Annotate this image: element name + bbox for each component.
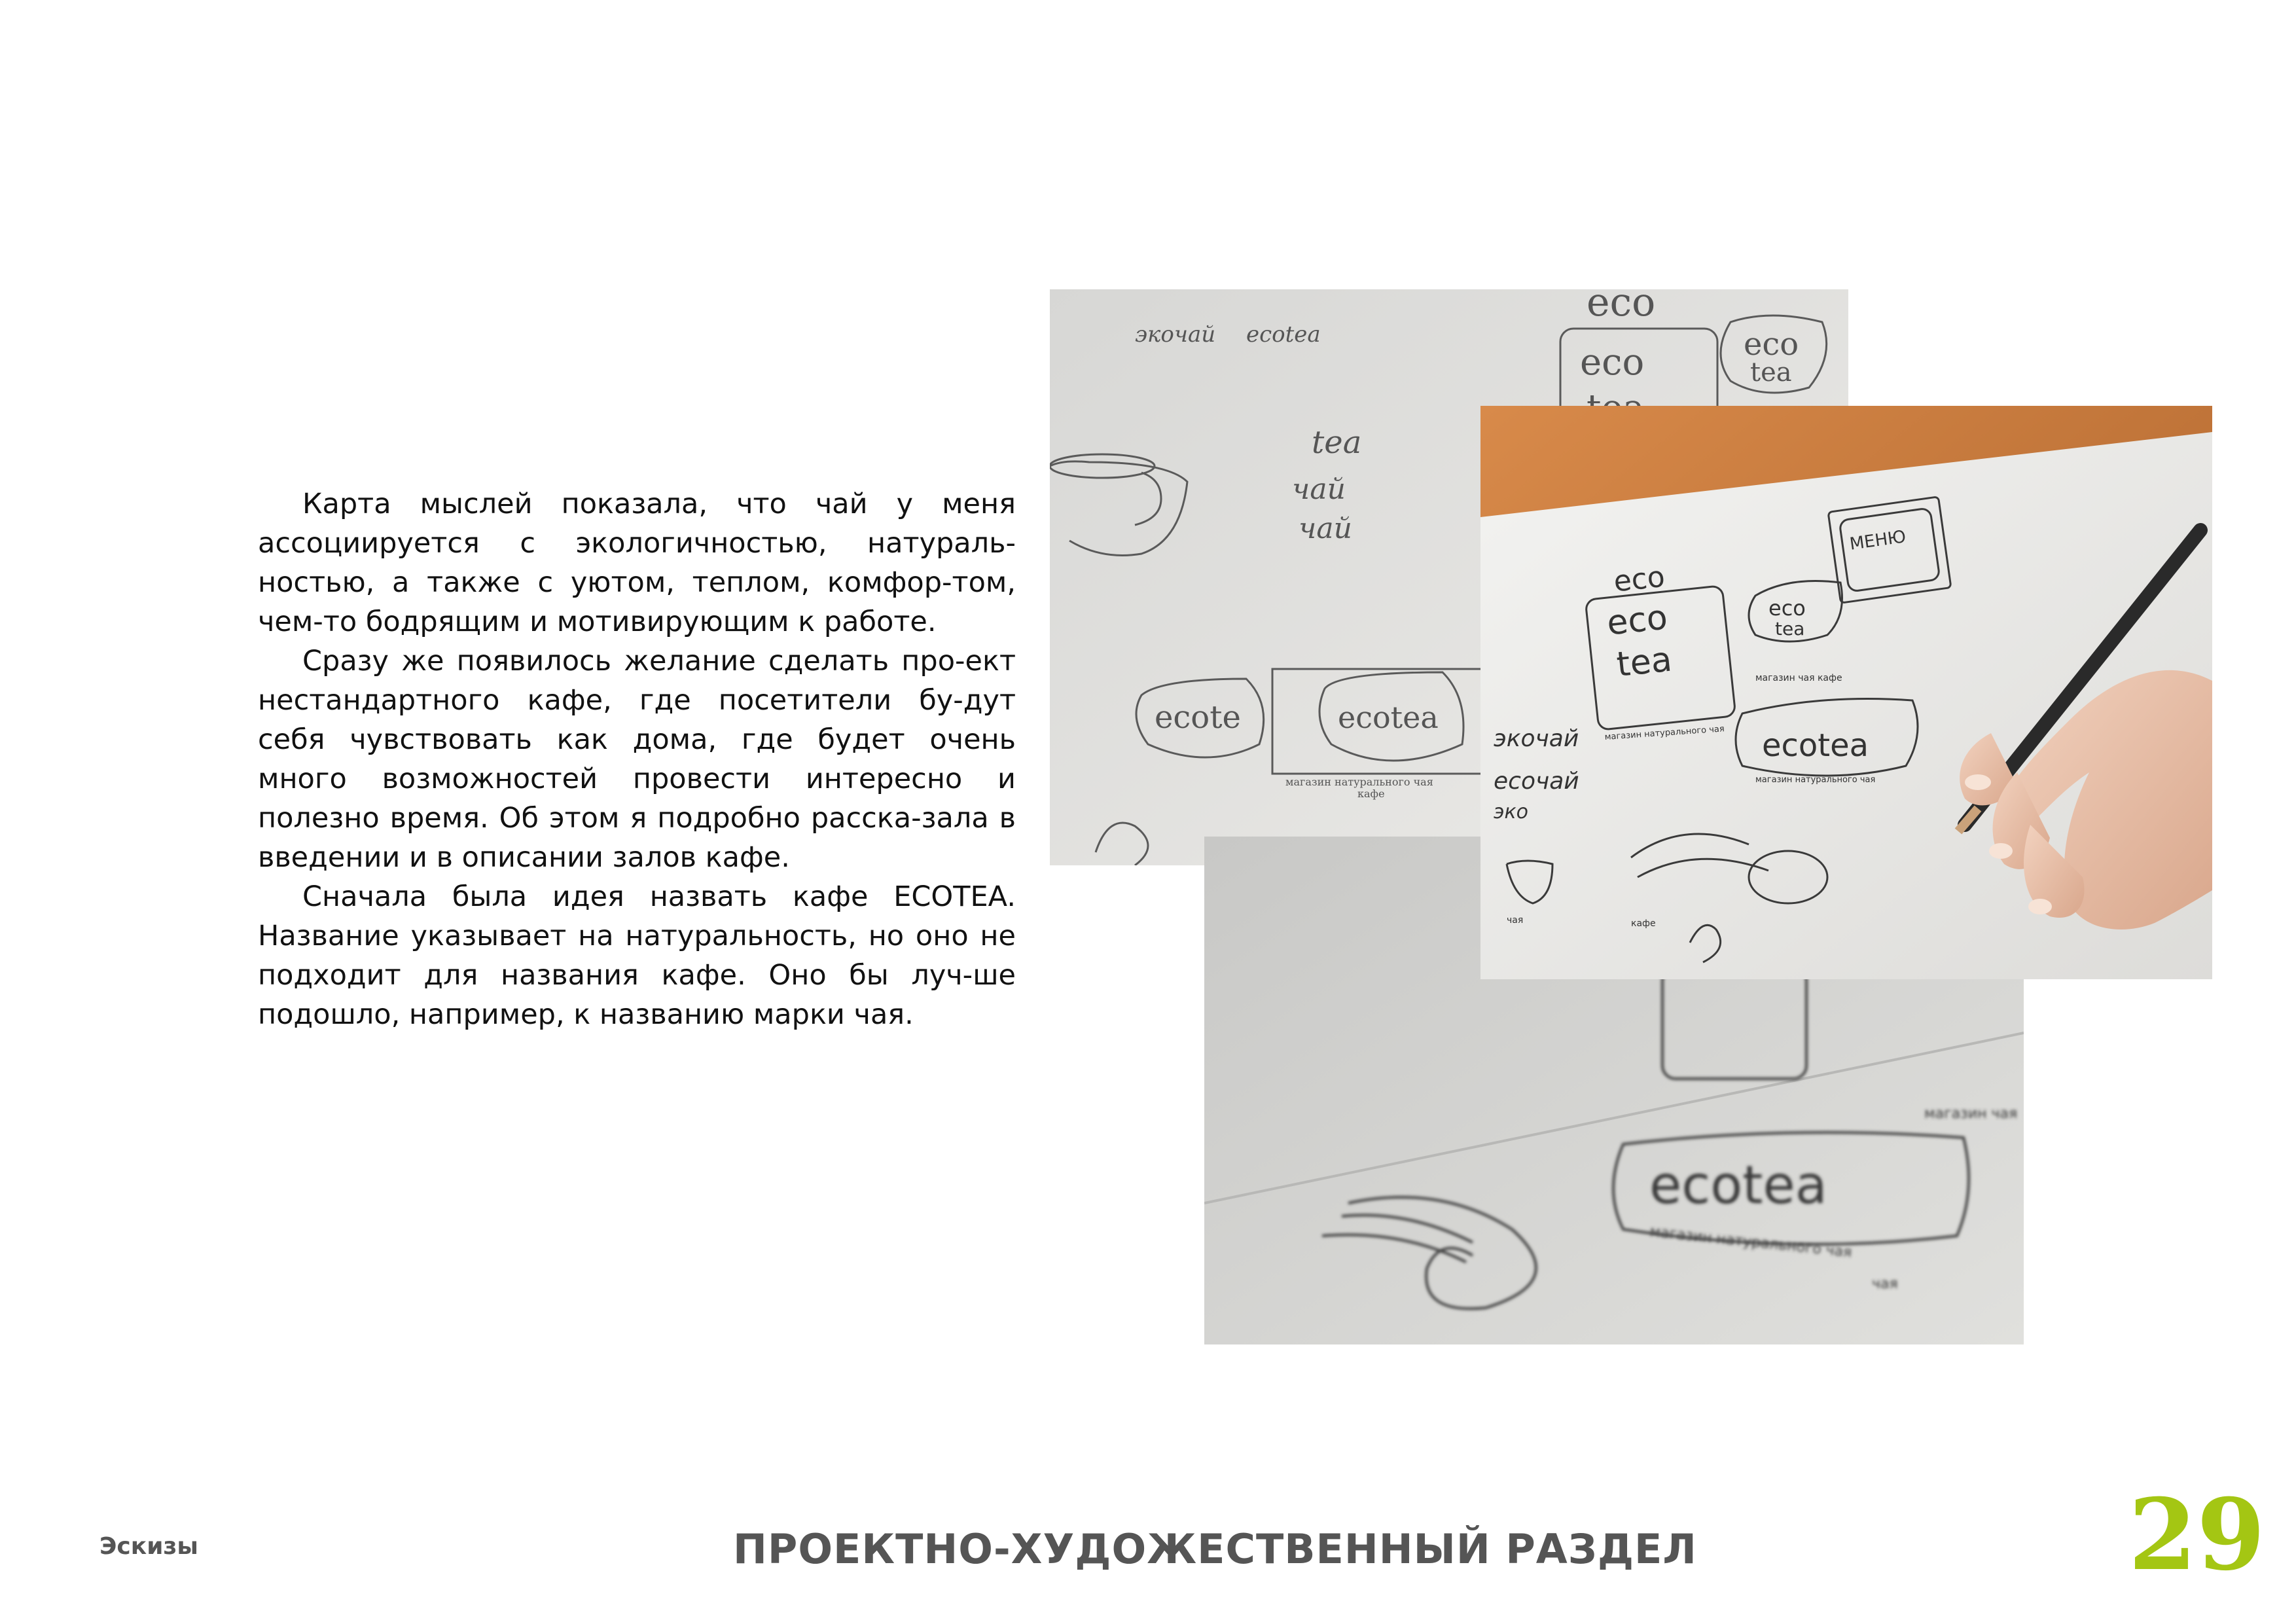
photo-2-text-eko: эко [1494,801,1528,823]
photo-2-text-tea-2: tea [1775,618,1805,640]
photo-2-text-eco-2: eco [1605,598,1670,643]
photo-3-text-ecotea: ecotea [1649,1155,1827,1216]
photo-3-text-chaya: чая [1872,1276,1898,1292]
photo-2-text-eco-3: eco [1768,596,1806,621]
section-label: Эскизы [99,1533,198,1560]
sketch-photo-2 [1480,406,2212,979]
photo-1-text-chai-2: чай [1299,512,1352,545]
photo-1-text-cafe: кафе [1357,787,1385,800]
paragraph-1: Карта мыслей показала, что чай у меня ассоциируется с экологичностью, натураль-ностью, а также с уютом, теплом, комфор-том, чем-то бодрящим и мотивирующим к работе. [258,488,1016,638]
photo-2-text-caption-2: магазин натурального чая [1755,775,1876,785]
paragraph-3: Сначала была идея назвать кафе ECOTEA. Название указывает на натуральность, но оно не подходит для названия кафе. Оно бы луч-ше подошло, например, к названию марки чая. [258,880,1016,1031]
paragraph-2: Сразу же появилось желание сделать про-ект нестандартного кафе, где посетители бу-дут себя чувствовать как дома, где будет очень много возможностей провести интересно и полезно время. Об этом я подробно расска-зала в введении и в описании залов кафе. [258,645,1016,874]
page-number: 29 [2128,1477,2265,1593]
photo-1-text-cup-1: ecote [1155,699,1241,736]
photo-2-text-cafe: кафе [1631,918,1656,929]
photo-1-text-tea-2: tea [1750,357,1792,388]
photo-3-text-caption: магазин натурального чая [1649,1223,1853,1261]
photo-1-text-chai-1: чай [1292,473,1346,506]
photo-2-text-ecochai: ecoчай [1494,768,1579,795]
body-text [258,484,1016,1034]
photo-1-text-eco-3: eco [1744,326,1799,363]
photo-1-text-eco-2: eco [1580,341,1645,384]
section-title: ПРОЕКТНО-ХУДОЖЕСТВЕННЫЙ РАЗДЕЛ [733,1525,1697,1573]
photo-1-text-eco-1: eco [1587,289,1656,325]
photo-1-text-ekochai: экочай [1135,321,1216,348]
photo-2-text-ekochai: экочай [1494,725,1579,752]
photo-2-text-menu: МЕНЮ [1848,527,1907,554]
photo-1-text-tea-3: tea [1312,424,1362,461]
photo-2-text-chaya: чая [1507,915,1524,926]
photo-2-text-tea-1: tea [1615,640,1674,685]
photo-2-text-ecotea: ecotea [1762,727,1869,764]
photo-2-text-eco-1: eco [1612,560,1667,599]
photo-2-text-shop-cafe: магазин чая кафе [1755,673,1842,683]
photo-2-text-caption-1: магазин натурального чая [1604,724,1725,742]
photo-1-text-caption: магазин натурального чая [1285,776,1433,788]
photo-1-text-ecotea: ecotea [1246,321,1321,348]
sketch-photo-2-image [1480,406,2212,979]
photo-1-text-cup-2: ecotea [1338,700,1439,735]
photo-3-text-shop: магазин чая [1924,1106,2018,1122]
